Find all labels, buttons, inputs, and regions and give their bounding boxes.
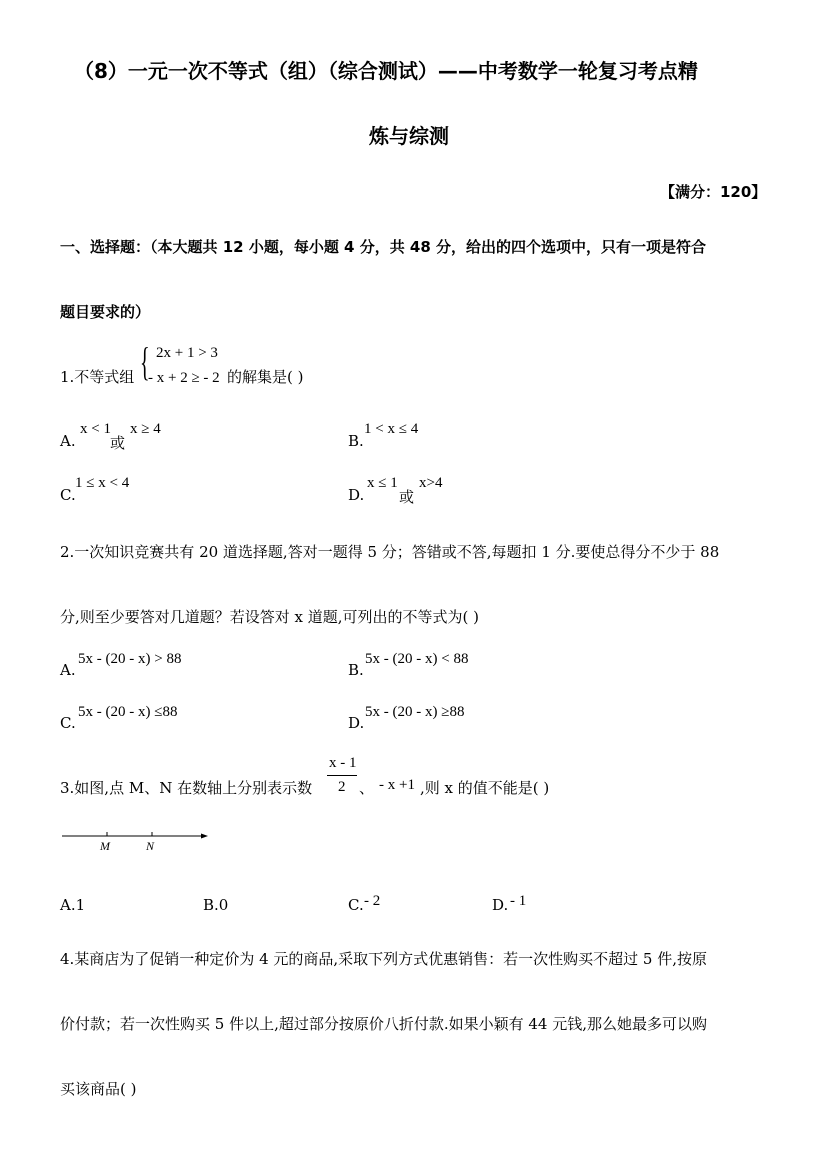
q3-prefix: 3.如图,点 M、N 在数轴上分别表示数 bbox=[60, 779, 313, 797]
q3-option-c-label: C. bbox=[348, 896, 364, 914]
q4-line-1: 4.某商店为了促销一种定价为 4 元的商品,采取下列方式优惠销售：若一次性购买不超过 5 件,按原 bbox=[60, 950, 708, 968]
q1-option-d-or: 或 bbox=[399, 488, 415, 506]
title-line-2: 炼与综测 bbox=[369, 124, 449, 148]
q3-option-b: B.0 bbox=[203, 896, 229, 914]
q1-option-b-label: B. bbox=[348, 432, 364, 450]
axis-label-n: N bbox=[146, 839, 155, 853]
q2-option-d-text: 5x - (20 - x) ≥88 bbox=[365, 704, 465, 720]
q3-separator: 、 bbox=[359, 779, 375, 797]
q1-prefix: 1.不等式组 bbox=[60, 368, 135, 386]
q1-option-c-text: 1 ≤ x < 4 bbox=[75, 475, 130, 491]
title-line-1: （8）一元一次不等式（组）（综合测试）——中考数学一轮复习考点精 bbox=[74, 59, 698, 83]
q3-suffix: ,则 x 的值不能是( ) bbox=[420, 779, 550, 797]
q3-fraction-bar bbox=[327, 775, 357, 776]
q3-fraction-denominator: 2 bbox=[338, 779, 346, 795]
q1-option-d-label: D. bbox=[348, 486, 365, 504]
q1-option-a-part1: x < 1 bbox=[80, 421, 111, 437]
q2-option-b-text: 5x - (20 - x) < 88 bbox=[365, 651, 469, 667]
q2-option-c-label: C. bbox=[60, 714, 76, 732]
q1-option-a-label: A. bbox=[60, 432, 76, 450]
q3-option-a: A.1 bbox=[60, 896, 86, 914]
q2-option-d-label: D. bbox=[348, 714, 365, 732]
q3-option-c-value: - 2 bbox=[364, 893, 381, 909]
q2-option-a-text: 5x - (20 - x) > 88 bbox=[78, 651, 182, 667]
q1-eq2: - x + 2 ≥ - 2 bbox=[148, 370, 220, 386]
q3-expr2: - x +1 bbox=[379, 777, 415, 793]
q1-option-c-label: C. bbox=[60, 486, 76, 504]
q1-suffix: 的解集是( ) bbox=[227, 368, 304, 386]
full-score: 【满分：120】 bbox=[660, 183, 767, 201]
section-heading-line-1: 一、选择题：（本大题共 12 小题，每小题 4 分，共 48 分，给出的四个选项中，只有一项是符合 bbox=[60, 238, 707, 256]
q3-option-d-label: D. bbox=[492, 896, 509, 914]
q4-line-2: 价付款；若一次性购买 5 件以上,超过部分按原价八折付款.如果小颖有 44 元钱,那么她最多可以购 bbox=[60, 1015, 708, 1033]
q1-brace: { bbox=[140, 339, 150, 384]
q3-option-d-value: - 1 bbox=[510, 893, 527, 909]
q1-eq1: 2x + 1 > 3 bbox=[156, 345, 218, 361]
q1-option-d-part1: x ≤ 1 bbox=[367, 475, 398, 491]
q2-option-a-label: A. bbox=[60, 661, 76, 679]
q1-option-a-or: 或 bbox=[110, 434, 126, 452]
section-heading-line-2: 题目要求的） bbox=[60, 303, 151, 321]
q1-option-b-text: 1 < x ≤ 4 bbox=[364, 421, 419, 437]
q2-option-b-label: B. bbox=[348, 661, 364, 679]
q3-fraction-numerator: x - 1 bbox=[329, 755, 357, 771]
number-line-figure bbox=[60, 826, 215, 856]
q2-line-1: 2.一次知识竞赛共有 20 道选择题,答对一题得 5 分；答错或不答,每题扣 1 分.要使总得分不少于 88 bbox=[60, 543, 720, 561]
number-line-arrow-icon bbox=[201, 834, 208, 839]
q2-line-2: 分,则至少要答对几道题？若设答对 x 道题,可列出的不等式为( ) bbox=[60, 608, 480, 626]
q4-line-3: 买该商品( ) bbox=[60, 1080, 137, 1098]
q1-option-d-part2: x>4 bbox=[419, 475, 443, 491]
q2-option-c-text: 5x - (20 - x) ≤88 bbox=[78, 704, 178, 720]
axis-label-m: M bbox=[100, 839, 110, 853]
q1-option-a-part2: x ≥ 4 bbox=[130, 421, 161, 437]
